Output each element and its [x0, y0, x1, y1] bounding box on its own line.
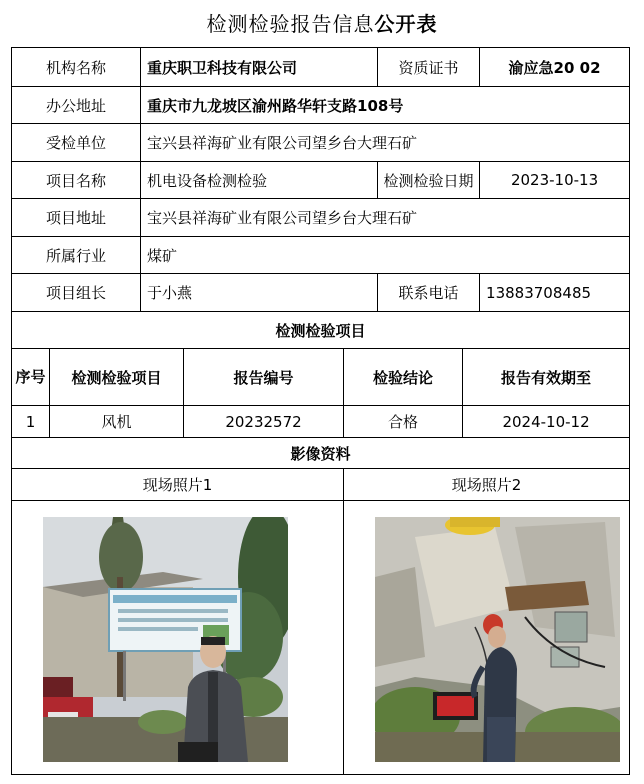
photo2-label: 现场照片2: [344, 469, 630, 501]
unit-value: 宝兴县祥海矿业有限公司望乡台大理石矿: [141, 124, 630, 162]
phone-label: 联系电话: [378, 274, 480, 312]
org-value: 重庆职卫科技有限公司: [141, 48, 378, 87]
images-section-title: 影像资料: [12, 438, 630, 469]
proj-value: 机电设备检测检验: [141, 162, 378, 199]
items-section-title: 检测检验项目: [12, 312, 630, 349]
site-photo-2: [375, 517, 620, 762]
col-header-result: 检验结论: [344, 349, 463, 406]
row-report: 20232572: [184, 406, 344, 438]
industry-label: 所属行业: [12, 237, 141, 274]
proj-label: 项目名称: [12, 162, 141, 199]
addr-label: 办公地址: [12, 87, 141, 124]
unit-label: 受检单位: [12, 124, 141, 162]
date-label: 检测检验日期: [378, 162, 480, 199]
row-result: 合格: [344, 406, 463, 438]
photo2-cell: [344, 501, 630, 775]
page-title: 检测检验报告信息公开表: [206, 12, 438, 36]
table-row: [12, 406, 630, 438]
date-value: 2023-10-13: [480, 162, 630, 199]
cert-label: 资质证书: [378, 48, 480, 87]
col-header-report: 报告编号: [184, 349, 344, 406]
industry-value: 煤矿: [141, 237, 630, 274]
org-label: 机构名称: [12, 48, 141, 87]
site-value: 宝兴县祥海矿业有限公司望乡台大理石矿: [141, 199, 630, 237]
info-table: [11, 47, 630, 775]
cert-value: 渝应急20 02: [480, 48, 630, 87]
phone-value: 13883708485: [480, 274, 630, 312]
col-header-valid: 报告有效期至: [463, 349, 630, 406]
addr-value: 重庆市九龙坡区渝州路华轩支路108号: [141, 87, 630, 124]
row-valid: 2024-10-12: [463, 406, 630, 438]
leader-label: 项目组长: [12, 274, 141, 312]
leader-value: 于小燕: [141, 274, 378, 312]
col-header-item: 检测检验项目: [50, 349, 184, 406]
row-no: 1: [12, 406, 50, 438]
photo1-label: 现场照片1: [12, 469, 344, 501]
site-label: 项目地址: [12, 199, 141, 237]
row-item: 风机: [50, 406, 184, 438]
site-photo-1: [43, 517, 288, 762]
photo1-cell: [12, 501, 344, 775]
col-header-no: 序号: [12, 349, 50, 406]
